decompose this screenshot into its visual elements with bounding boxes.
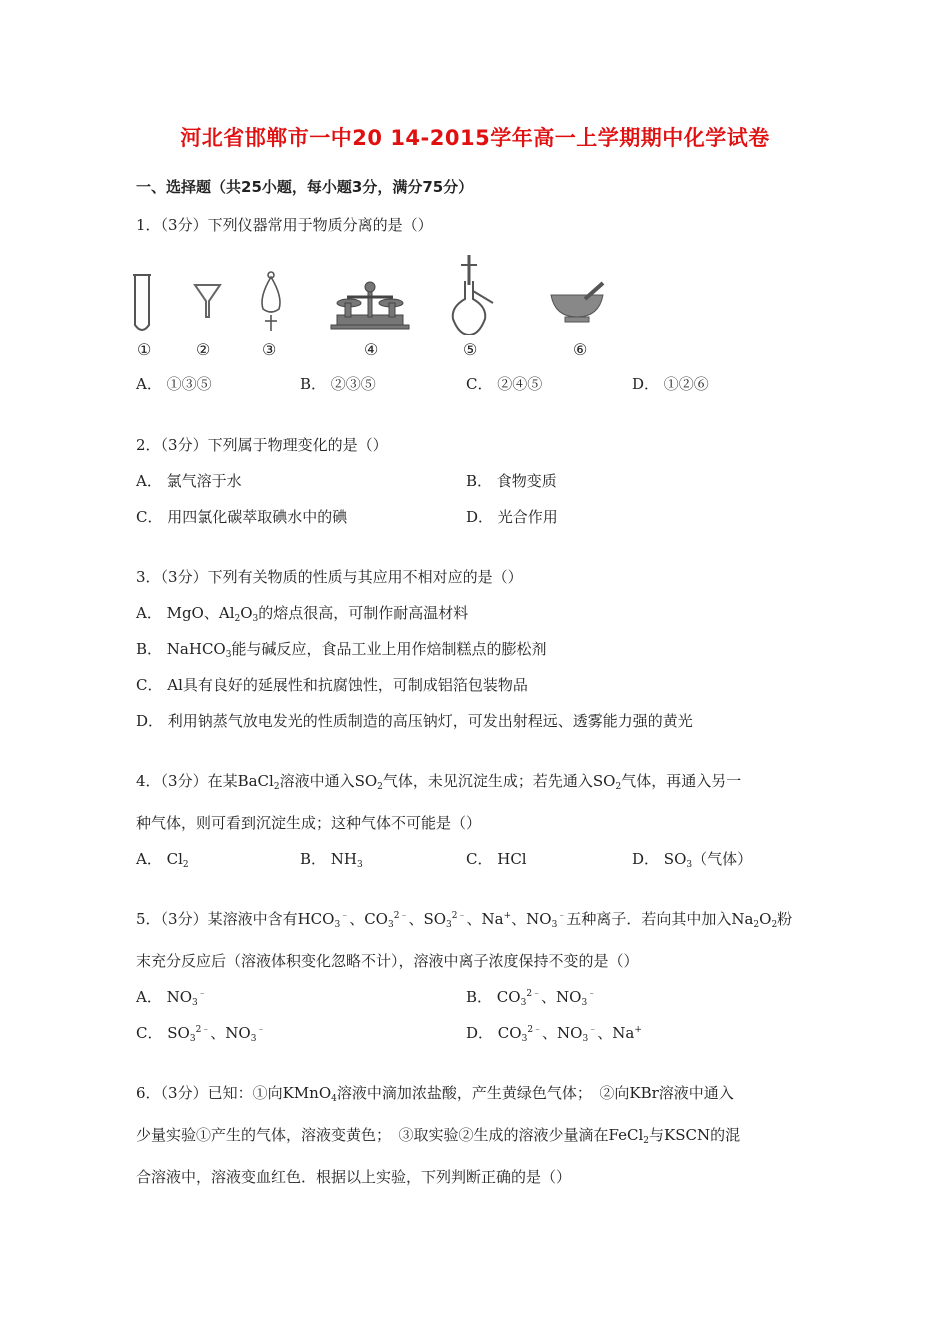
figure-label-1: ① (137, 340, 152, 359)
question-5-stem-line-1: 5．（3分）某溶液中含有$HCO_3^﹣$、$CO_3^{2﹣}$、$SO_3^{2﹣}$、Na+、$NO_3^﹣$五种离子．若向其中加入$Na_2O_2$粉 (136, 910, 793, 930)
q3-option-c[interactable]: C． Al具有良好的延展性和抗腐蚀性，可制成铝箔包装物品 (136, 676, 528, 694)
lab-apparatus-figure (125, 255, 645, 335)
q3-option-d[interactable]: D． 利用钠蒸气放电发光的性质制造的高压钠灯，可发出射程远、透雾能力强的黄光 (136, 712, 693, 730)
test-tube-icon (133, 275, 151, 330)
balance-icon (331, 282, 409, 329)
figure-label-5: ⑤ (463, 340, 478, 359)
q2-option-c[interactable]: C． 用四氯化碳萃取碘水中的碘 (136, 508, 348, 526)
question-5-stem-line-2: 末充分反应后（溶液体积变化忽略不计），溶液中离子浓度保持不变的是（） (136, 952, 639, 970)
question-6-stem-line-1: 6．（3分）已知：①向KMnO$_4$溶液中滴加浓盐酸，产生黄绿色气体； ②向KBr溶液中通入 (136, 1084, 734, 1104)
section-heading: 一、选择题（共25小题，每小题3分，满分75分） (136, 178, 474, 196)
funnel-icon (195, 285, 220, 317)
question-6-stem-line-2: 少量实验①产生的气体，溶液变黄色； ③取实验②生成的溶液少量滴在FeCl$_2$与KSCN的混 (136, 1126, 741, 1146)
q5-option-d[interactable]: D． $CO_3^{2﹣}$、$NO_3^﹣$、Na+ (466, 1024, 642, 1044)
q1-option-a[interactable]: A． ①③⑤ (136, 375, 212, 393)
question-6-stem-line-3: 合溶液中，溶液变血红色．根据以上实验，下列判断正确的是（） (136, 1168, 572, 1186)
question-3-stem: 3．（3分）下列有关物质的性质与其应用不相对应的是（） (136, 568, 523, 586)
q2-option-d[interactable]: D． 光合作用 (466, 508, 558, 526)
q5-option-b[interactable]: B． $CO_3^{2﹣}$、$NO_3^﹣$ (466, 988, 597, 1008)
q5-option-c[interactable]: C． $SO_3^{2﹣}$、$NO_3^﹣$ (136, 1024, 266, 1044)
mortar-pestle-icon (551, 283, 603, 322)
figure-label-6: ⑥ (573, 340, 588, 359)
q1-option-d[interactable]: D． ①②⑥ (632, 375, 709, 393)
q4-option-a[interactable]: A． $Cl_2$ (136, 850, 189, 870)
figure-label-2: ② (196, 340, 211, 359)
page-title: 河北省邯郸市一中20 14-2015学年高一上学期期中化学试卷 (180, 126, 770, 150)
figure-label-3: ③ (262, 340, 277, 359)
figure-label-4: ④ (364, 340, 379, 359)
question-4-stem-line-1: 4．（3分）在某BaCl$_2$溶液中通入$SO_2$气体，未见沉淀生成；若先通入$SO_2$气体，再通入另一 (136, 772, 742, 792)
q1-option-b[interactable]: B． ②③⑤ (300, 375, 376, 393)
q3-option-b[interactable]: B． NaHCO$_3$能与碱反应，食品工业上用作焙制糕点的膨松剂 (136, 640, 547, 660)
q3-option-a[interactable]: A． MgO、$Al_2O_3$的熔点很高，可制作耐高温材料 (136, 604, 469, 624)
question-4-stem-line-2: 种气体，则可看到沉淀生成；这种气体不可能是（） (136, 814, 482, 832)
question-2-stem: 2．（3分）下列属于物理变化的是（） (136, 436, 388, 454)
question-1-stem: 1．（3分）下列仪器常用于物质分离的是（） (136, 216, 433, 234)
distillation-flask-icon (453, 255, 493, 335)
q4-option-b[interactable]: B． $NH_3$ (300, 850, 363, 870)
q2-option-b[interactable]: B． 食物变质 (466, 472, 557, 490)
q5-option-a[interactable]: A． $NO_3^﹣$ (136, 988, 207, 1008)
q1-option-c[interactable]: C． ②④⑤ (466, 375, 543, 393)
q2-option-a[interactable]: A． 氯气溶于水 (136, 472, 242, 490)
separatory-funnel-icon (262, 272, 280, 331)
q4-option-c[interactable]: C． HCl (466, 850, 527, 868)
q4-option-d[interactable]: D． $SO_3$（气体） (632, 850, 753, 870)
